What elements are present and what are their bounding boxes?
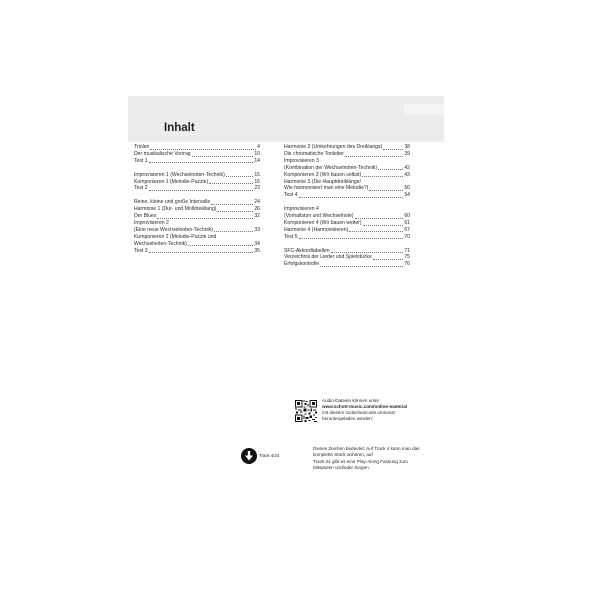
- toc-entry: [134, 206, 260, 213]
- toc-entry-title: (Vorhaltston und Wechselnote): [284, 213, 354, 220]
- toc-entry-page: 75: [404, 254, 410, 261]
- toc-dot-leader: [373, 259, 404, 260]
- toc-entry-page: 4: [257, 144, 260, 150]
- toc-left-column: [134, 144, 260, 254]
- header-band: [128, 96, 444, 142]
- track-badge: [241, 448, 257, 464]
- toc-entry: [284, 254, 410, 261]
- toc-entry: [134, 179, 260, 186]
- toc-entry-title: Test 2: [134, 185, 148, 192]
- book-page: [128, 96, 444, 583]
- toc-entry-title: Erfolgskontrolle: [284, 261, 320, 268]
- toc-entry-page: 16: [254, 178, 260, 185]
- toc-entry-title: Test 4: [284, 192, 298, 199]
- toc-entry-page: 38: [404, 144, 410, 150]
- track-explanation: [313, 446, 448, 472]
- toc-gap: [134, 165, 260, 172]
- toc-entry-title: Der Blues: [134, 213, 157, 220]
- toc-dot-leader: [226, 176, 254, 177]
- toc-entry-title: Wechselnoten-Technik): [134, 240, 187, 247]
- track-line-3: Track 24 gibt es eine Play-Along Fassung zum: [313, 458, 408, 464]
- toc-entry-page: 35: [254, 247, 260, 254]
- toc-gap: [134, 192, 260, 199]
- toc-entry-title: Reine, kleine und große Intervalle: [134, 199, 211, 206]
- toc-gap: [284, 241, 410, 248]
- toc-right-column: [284, 144, 410, 268]
- toc-entry: [284, 213, 410, 220]
- toc-entry-page: 43: [404, 171, 410, 178]
- toc-dot-leader: [149, 252, 254, 253]
- toc-entry-page: 61: [404, 219, 410, 226]
- toc-entry: [134, 151, 260, 158]
- toc-entry-title: Test 3: [134, 247, 148, 254]
- toc-dot-leader: [320, 266, 403, 267]
- track-arrow-icon: [241, 448, 257, 464]
- toc-dot-leader: [378, 169, 403, 170]
- toc-entry-title: (Eine neue Wechselnoten-Technik): [134, 226, 213, 233]
- toc-entry-page: 54: [404, 192, 410, 199]
- header-accent: [404, 104, 444, 114]
- toc-entry-title: Harmonie 1 (Dur- und Molldreiklang): [134, 206, 217, 213]
- toc-entry-page: 33: [254, 226, 260, 233]
- toc-entry: [134, 144, 260, 151]
- toc-gap: [284, 199, 410, 206]
- toc-entry-title: Harmonie 2 (Umkehrungen des Dreiklangs): [284, 144, 383, 150]
- toc-entry: [284, 261, 410, 268]
- toc-dot-leader: [355, 218, 404, 219]
- toc-entry-title: SFC-Akkordtabellen: [284, 247, 330, 254]
- toc-entry-page: 34: [254, 240, 260, 247]
- toc-entry: [284, 179, 410, 186]
- toc-entry: [284, 165, 410, 172]
- toc-dot-leader: [383, 149, 403, 150]
- toc-entry: [284, 234, 410, 241]
- toc-entry-page: 26: [254, 206, 260, 213]
- toc-entry-title: Triolen: [134, 144, 150, 150]
- toc-entry: [284, 192, 410, 199]
- toc-entry: [284, 172, 410, 179]
- toc-entry-title: Verzeichnis der Lieder und Spielstücke: [284, 254, 372, 261]
- toc-entry: [284, 144, 410, 151]
- track-line-1: Dieses Zeichen bedeutet: Auf Track 4 kann man das: [313, 446, 420, 451]
- toc-entry-title: Die chromatische Tonleiter: [284, 150, 344, 157]
- toc-dot-leader: [157, 218, 253, 219]
- toc-dot-leader: [149, 162, 254, 163]
- toc-entry-title: Improvisieren 1 (Wechselnoten-Technik): [134, 171, 225, 178]
- toc-entry: [134, 227, 260, 234]
- toc-entry-title: Komponieren 2 (Melodie-Puzzle und: [134, 233, 217, 240]
- track-line-2: komplette Stück anhören, auf: [313, 452, 373, 458]
- track-label: Track 4/24: [259, 453, 280, 458]
- toc-entry: [284, 248, 410, 255]
- toc-entry: [134, 213, 260, 220]
- toc-entry: [284, 227, 410, 234]
- audio-line-1: Audio-Dateien können unter: [322, 398, 380, 403]
- audio-line-3: mit diesem Gutscheincode umsonst: [322, 410, 395, 416]
- audio-download-note: [322, 398, 446, 422]
- track-line-4: Mitspielen und/oder Singen.: [313, 465, 370, 471]
- toc-entry-title: Harmonie 3 (Die Hauptdreiklänge/: [284, 178, 362, 185]
- toc-dot-leader: [331, 252, 404, 253]
- toc-entry-page: 39: [404, 150, 410, 157]
- toc-entry-page: 50: [404, 185, 410, 192]
- toc-entry-page: 76: [404, 261, 410, 268]
- toc-entry-page: 60: [404, 213, 410, 220]
- qr-code-icon: [295, 400, 317, 422]
- toc-entry-page: 10: [254, 150, 260, 157]
- toc-entry-title: Improvisieren 4: [284, 206, 319, 213]
- toc-entry-title: Komponieren 4 (Wir bauen weiter): [284, 219, 362, 226]
- toc-dot-leader: [299, 238, 404, 239]
- toc-entry-title: Improvisieren 2: [134, 219, 169, 226]
- audio-url-link[interactable]: www.schott-music.com/online-material: [322, 404, 408, 410]
- toc-dot-leader: [349, 231, 403, 232]
- toc-dot-leader: [369, 190, 403, 191]
- toc-entry-page: 23: [254, 185, 260, 192]
- toc-entry: [284, 220, 410, 227]
- toc-dot-leader: [362, 176, 403, 177]
- toc-entry: [134, 234, 260, 241]
- toc-entry-page: 32: [254, 213, 260, 220]
- toc-entry: [134, 220, 260, 227]
- toc-entry-page: 42: [404, 164, 410, 171]
- toc-entry-title: Test 1: [134, 157, 148, 164]
- toc-entry: [134, 199, 260, 206]
- toc-entry-title: Der musikalische Vortrag: [134, 150, 191, 157]
- toc-entry-page: 24: [254, 199, 260, 206]
- toc-entry: [134, 158, 260, 165]
- toc-dot-leader: [214, 231, 253, 232]
- toc-dot-leader: [211, 204, 253, 205]
- toc-dot-leader: [188, 245, 253, 246]
- toc-entry-page: 14: [254, 157, 260, 164]
- toc-entry: [134, 241, 260, 248]
- toc-entry-page: 67: [404, 226, 410, 233]
- toc-entry: [134, 185, 260, 192]
- toc-entry-page: 70: [404, 233, 410, 240]
- toc-entry-title: Improvisieren 3: [284, 157, 319, 164]
- audio-line-4: heruntergeladen werden:: [322, 416, 374, 422]
- toc-dot-leader: [363, 225, 404, 226]
- toc-dot-leader: [299, 197, 404, 198]
- toc-entry-title: Komponieren 1 (Melodie-Puzzle): [134, 178, 209, 185]
- toc-entry: [284, 158, 410, 165]
- toc-entry: [284, 206, 410, 213]
- toc-entry: [134, 248, 260, 255]
- toc-dot-leader: [217, 211, 253, 212]
- toc-entry-title: Wie harmonisiert man eine Melodie?): [284, 185, 369, 192]
- toc-dot-leader: [345, 156, 403, 157]
- page-title: Inhalt: [164, 122, 195, 134]
- toc-dot-leader: [209, 183, 253, 184]
- toc-entry-title: Harmonie 4 (Harmonisieren): [284, 226, 349, 233]
- toc-entry-title: Komponieren 3 (Wir bauen selbst): [284, 171, 362, 178]
- toc-entry: [134, 172, 260, 179]
- toc-entry-title: (Kombination der Wechselnoten-Technik): [284, 164, 378, 171]
- toc-entry: [284, 151, 410, 158]
- toc-entry-page: 15: [254, 171, 260, 178]
- toc-dot-leader: [150, 149, 256, 150]
- toc-entry: [284, 185, 410, 192]
- toc-dot-leader: [192, 156, 254, 157]
- toc-dot-leader: [149, 190, 254, 191]
- toc-entry-page: 71: [404, 247, 410, 254]
- toc-entry-title: Test 5: [284, 233, 298, 240]
